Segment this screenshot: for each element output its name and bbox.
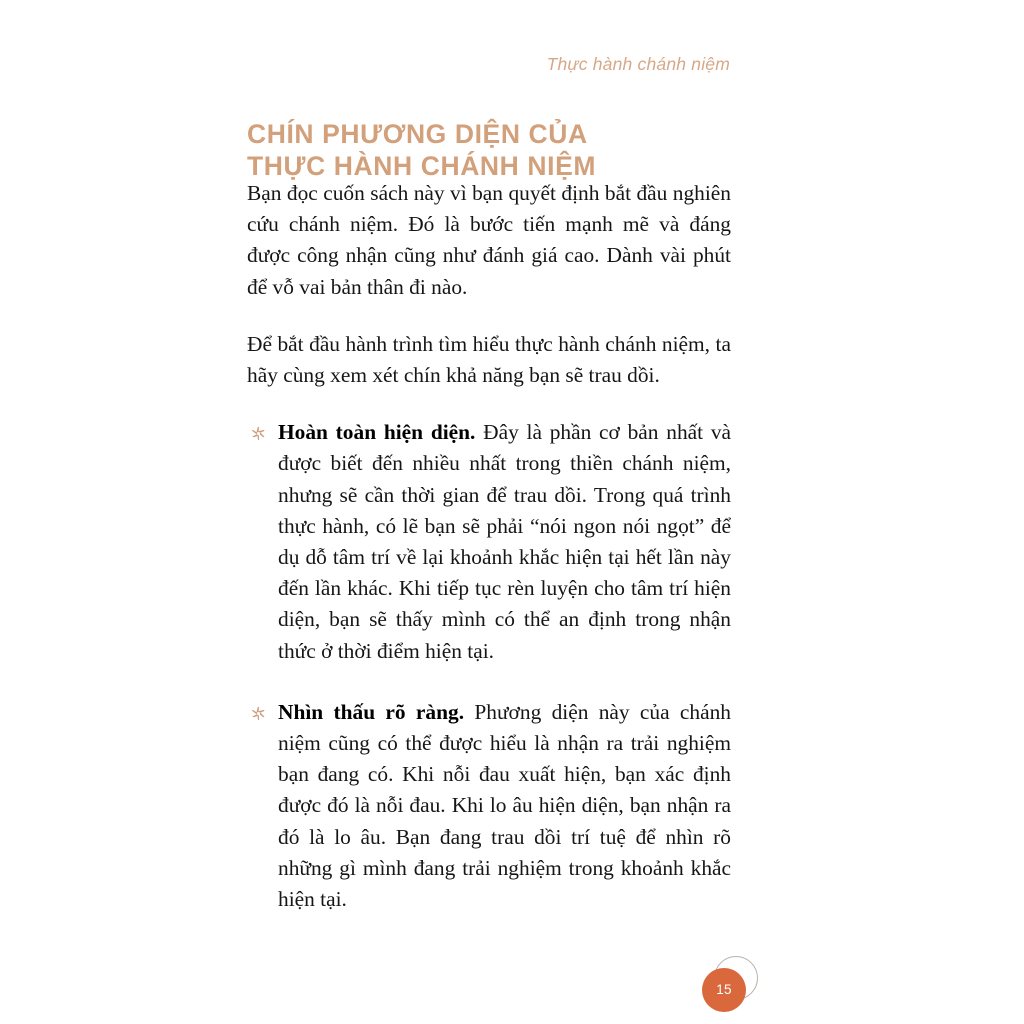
- running-head: Thực hành chánh niệm: [546, 54, 730, 74]
- pinwheel-ornament-icon: [249, 424, 268, 443]
- page-title-line-2: THỰC HÀNH CHÁNH NIỆM: [247, 150, 597, 181]
- list-item-lead: Hoàn toàn hiện diện.: [278, 420, 476, 445]
- paragraph-intro: Bạn đọc cuốn sách này vì bạn quyết định bắt đầu nghiên cứu chánh niệm. Đó là bước tiến mạnh mẽ và đáng được công nhận cũng như đánh giá cao. Dành vài phút để vỗ vai bản thân đi nào.: [247, 181, 731, 299]
- list-item: [247, 697, 731, 915]
- aspects-list: [247, 417, 731, 915]
- page-number-badge: [700, 956, 762, 1014]
- paragraph-lead-in: Để bắt đầu hành trình tìm hiểu thực hành chánh niệm, ta hãy cùng xem xét chín khả năng bạn sẽ trau dồi.: [247, 331, 731, 388]
- list-item-text: [278, 417, 731, 667]
- page-number-disc: [702, 968, 746, 1012]
- pinwheel-ornament-icon: [249, 704, 268, 723]
- page-title: [247, 118, 747, 182]
- page-title-line-1: CHÍN PHƯƠNG DIỆN CỦA: [247, 118, 588, 149]
- page-number: 15: [716, 982, 732, 998]
- body-content: [247, 178, 731, 915]
- list-item-body: Phương diện này của chánh niệm cũng có thể được hiểu là nhận ra trải nghiệm bạn đang có. Khi nỗi đau xuất hiện, bạn xác định được đó là nỗi đau. Khi lo âu hiện diện, bạn nhận ra đó là lo âu. Bạn đang trau dồi trí tuệ để nhìn rõ những gì mình đang trải nghiệm trong khoảnh khắc hiện tại.: [278, 699, 731, 912]
- list-item-text: [278, 697, 731, 915]
- list-item: [247, 417, 731, 667]
- list-item-body: Đây là phần cơ bản nhất và được biết đến nhiều nhất trong thiền chánh niệm, nhưng sẽ cần thời gian để trau dồi. Trong quá trình thực hành, có lẽ bạn sẽ phải “nói ngon nói ngọt” để dụ dỗ tâm trí về lại khoảnh khắc hiện tại hết lần này đến lần khác. Khi tiếp tục rèn luyện cho tâm trí hiện diện, bạn sẽ thấy mình có thể an định trong nhận thức ở thời điểm hiện tại.: [278, 420, 732, 663]
- list-item-lead: Nhìn thấu rõ ràng.: [278, 699, 465, 724]
